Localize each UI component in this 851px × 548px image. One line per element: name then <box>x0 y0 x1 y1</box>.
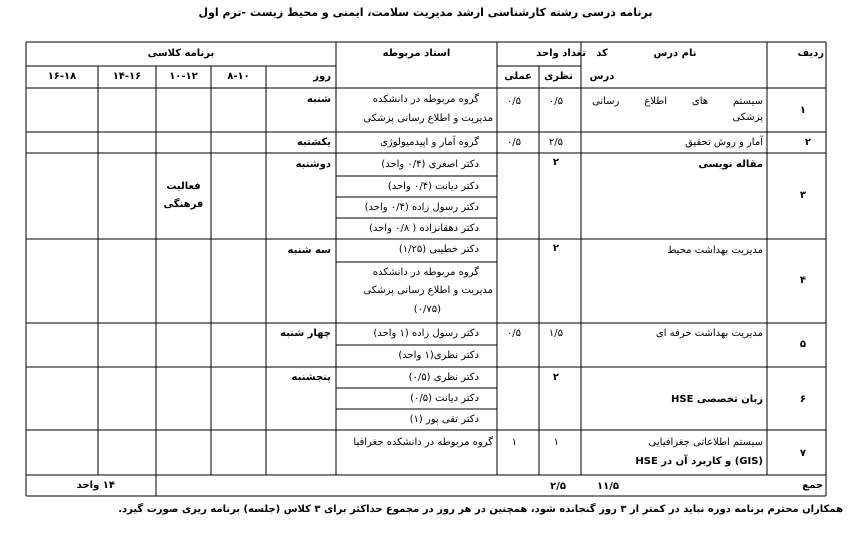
row7-instructor: گروه مربوطه در دانشکده جغرافیا <box>353 437 493 448</box>
row1-day: شنبه <box>306 94 331 105</box>
row2-radif: ۲ <box>804 137 811 148</box>
row3-instructor-4: دکتر دهقانزاده ( ۰/۸ واحد) <box>368 223 479 234</box>
row1-radif: ۱ <box>799 105 806 116</box>
row7-theory: ۱ <box>553 437 559 448</box>
row3-instructor-3: دکتر رسول زاده (۰/۴ واحد) <box>364 202 479 213</box>
row6-instructor-1: دکتر نظری (۰/۵) <box>408 372 479 383</box>
row7-course-line2: (GIS) و کاربرد آن در HSE <box>635 456 763 467</box>
row7-practical: ۱ <box>511 437 517 448</box>
header-units: تعداد واحد <box>536 48 586 59</box>
header-slot-10-12: ۱۰-۱۲ <box>169 71 198 82</box>
row6-day: پنجشنبه <box>291 372 331 383</box>
row5-course: مدیریت بهداشت حرفه ای <box>655 328 763 339</box>
row3-instructor-2: دکتر دیانت (۰/۴ واحد) <box>387 181 479 192</box>
row3-theory: ۲ <box>552 157 559 168</box>
row4-instructor-2-line3: (۰/۷۵) <box>413 304 441 315</box>
row6-course: زبان تخصصی HSE <box>671 394 763 405</box>
header-schedule: برنامه کلاسی <box>147 48 215 59</box>
row3-activity-line2: فرهنگی <box>163 199 204 210</box>
row4-course: مدیریت بهداشت محیط <box>667 245 763 256</box>
row1-theory: ۰/۵ <box>548 96 563 107</box>
header-slot-16-18: ۱۶-۱۸ <box>47 71 77 82</box>
row3-course: مقاله نویسی <box>698 159 763 170</box>
row5-theory: ۱/۵ <box>548 328 563 339</box>
row5-radif: ۵ <box>799 339 806 350</box>
row2-theory: ۲/۵ <box>548 137 563 148</box>
header-course-name: نام درس <box>653 48 697 59</box>
row1-instructor-line2: مدیریت و اطلاع رسانی پزشکی <box>363 113 493 124</box>
row1-practical: ۰/۵ <box>506 96 521 107</box>
row4-day: سه شنبه <box>287 245 331 256</box>
header-slot-8-10: ۸-۱۰ <box>227 71 250 82</box>
row6-instructor-3: دکتر تقی پور (۱) <box>409 414 479 425</box>
row2-practical: ۰/۵ <box>506 137 521 148</box>
row3-radif: ۳ <box>799 190 806 201</box>
totals-total: ۱۴ واحد <box>76 480 115 491</box>
row4-theory: ۲ <box>552 243 559 254</box>
row4-radif: ۴ <box>799 275 806 286</box>
row2-course: آمار و روش تحقیق <box>685 137 763 148</box>
header-slot-14-16: ۱۴-۱۶ <box>112 71 142 82</box>
row5-instructor-1: دکتر رسول زاده (۱ واحد) <box>373 328 479 339</box>
row2-instructor: گروه آمار و اپیدمیولوژی <box>380 137 479 148</box>
row6-instructor-2: دکتر دیانت (۰/۵) <box>410 393 479 404</box>
totals-theory: ۱۱/۵ <box>597 481 619 492</box>
row1-instructor-line1: گروه مربوطه در دانشکده <box>372 94 479 105</box>
row2-day: یکشنبه <box>297 137 331 148</box>
row3-instructor-1: دکتر اصغری (۰/۴ واحد) <box>381 159 479 170</box>
row5-practical: ۰/۵ <box>506 328 521 339</box>
row3-activity-line1: فعالیت <box>166 181 201 192</box>
totals-practical: ۲/۵ <box>550 481 566 492</box>
header-code-line1-cell: کد <box>596 48 608 59</box>
row6-theory: ۲ <box>552 372 559 383</box>
row7-course-line1: سیستم اطلاعاتی جغرافیایی <box>648 437 763 448</box>
totals-label: جمع <box>802 480 823 491</box>
page-title: برنامه درسی رشته کارشناسی ارشد مدیریت سلامت، ایمنی و محیط زیست -ترم اول <box>198 6 653 19</box>
row4-instructor-1: دکتر خطیبی (۱/۲۵) <box>398 244 479 255</box>
header-day: روز <box>313 71 331 82</box>
header-theory: نظری <box>544 71 573 82</box>
footnote: همکاران محترم برنامه دوره نباید در کمتر از ۳ روز گنجانده شود، همچنین در هر روز در مجموع حداکثر برای ۳ کلاس (جلسه) برنامه ریزی صورت گیرد. <box>118 504 843 515</box>
header-instructor: استاد مربوطه <box>382 48 451 59</box>
row3-day: دوشنبه <box>295 159 331 170</box>
row5-instructor-2: دکتر نظری(۱ واحد) <box>398 350 479 361</box>
row5-day: چهار شنبه <box>280 328 331 339</box>
row4-instructor-2-line2: مدیریت و اطلاع رسانی پزشکی <box>363 285 493 296</box>
header-radif: ردیف <box>797 48 824 59</box>
row7-radif: ۷ <box>799 448 806 459</box>
header-code-line2-cell: درس <box>589 71 615 82</box>
row1-course-line1: سیستم های اطلاع رسانی <box>592 96 763 107</box>
row1-course-line2: پزشکی <box>732 112 763 123</box>
row4-instructor-2-line1: گروه مربوطه در دانشکده <box>372 267 479 278</box>
header-practical: عملی <box>504 71 532 82</box>
row6-radif: ۶ <box>799 394 806 405</box>
